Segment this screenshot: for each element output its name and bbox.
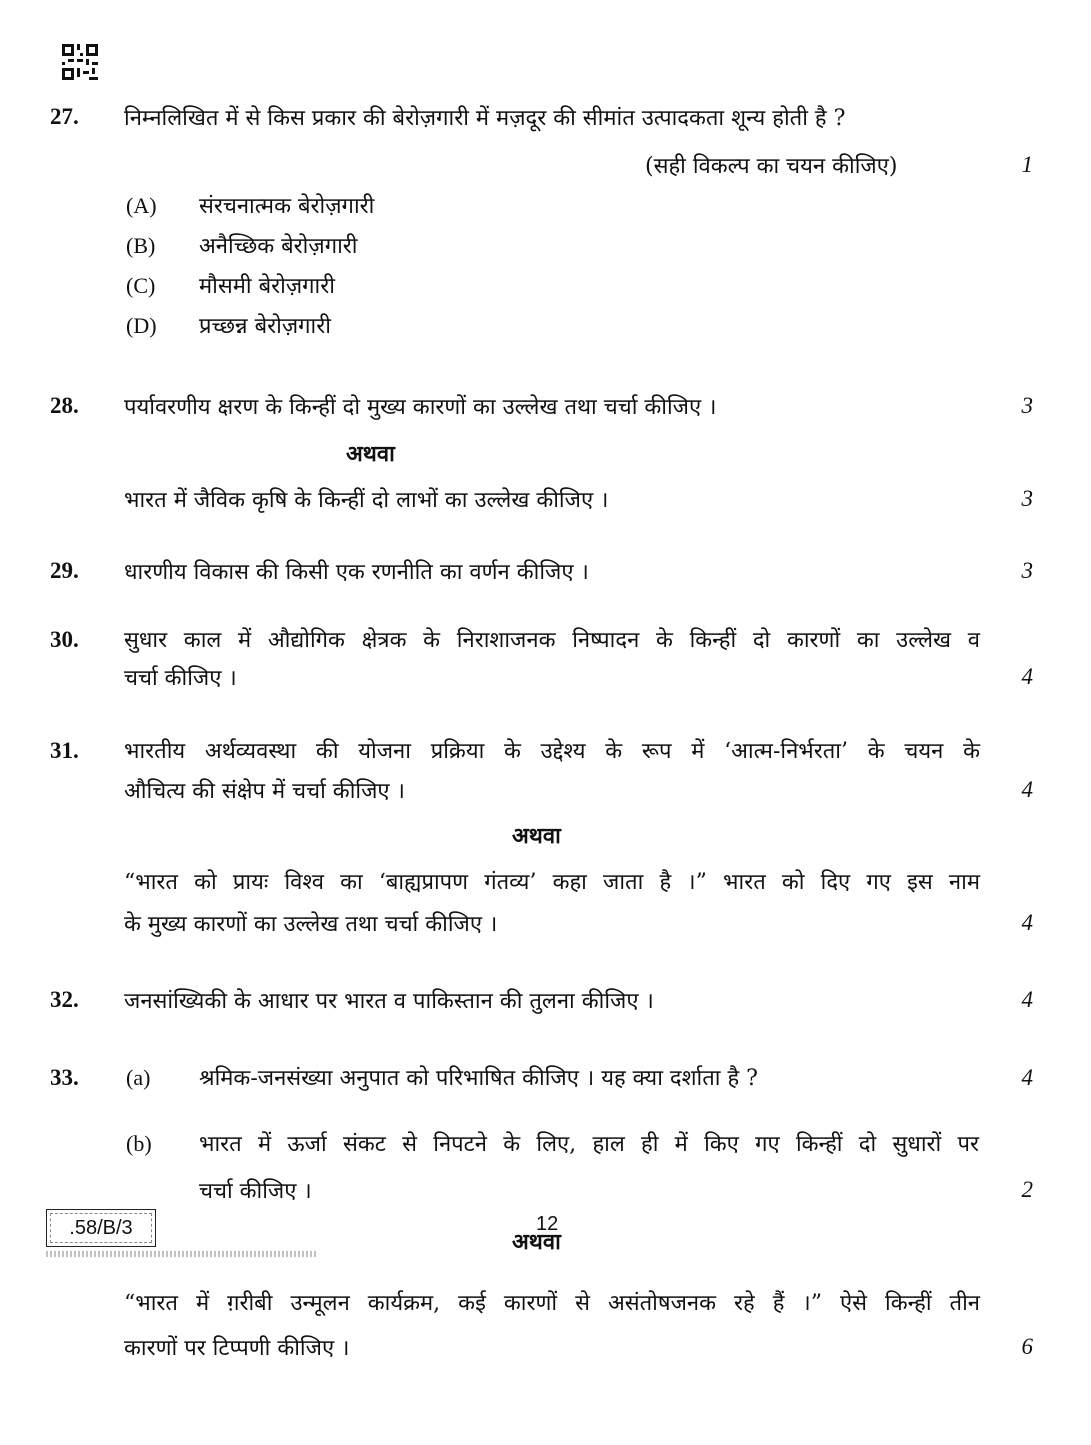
option-label-b: (B) xyxy=(126,233,156,258)
paper-code-text: .58/B/3 xyxy=(69,1217,133,1239)
marks: 1 xyxy=(1021,152,1033,177)
alternative-question-line-2: के मुख्य कारणों का उल्लेख तथा चर्चा कीजिए । xyxy=(124,912,498,937)
alternative-question-line-2: कारणों पर टिप्पणी कीजिए । xyxy=(124,1336,350,1361)
question-number: 29. xyxy=(50,558,79,583)
part-b-label: (b) xyxy=(126,1131,152,1156)
option-label-a: (A) xyxy=(126,193,157,218)
question-text-line-2: चर्चा कीजिए । xyxy=(124,666,237,691)
marks: 4 xyxy=(1021,664,1033,689)
part-a-marks: 4 xyxy=(1021,1065,1033,1090)
part-b-text-line-1: भारत में ऊर्जा संकट से निपटने के लिए, हाल ही में किए गए किन्हीं दो सुधारों पर xyxy=(199,1132,979,1157)
question-text: पर्यावरणीय क्षरण के किन्हीं दो मुख्य कारणों का उल्लेख तथा चर्चा कीजिए । xyxy=(124,395,717,420)
question-text-line-1: सुधार काल में औद्योगिक क्षेत्रक के निराशाजनक निष्पादन के किन्हीं दो कारणों का उल्लेख व xyxy=(124,628,980,653)
question-number: 33. xyxy=(50,1065,79,1090)
option-label-d: (D) xyxy=(126,313,157,338)
alternative-marks: 6 xyxy=(1021,1334,1033,1359)
part-b-text-line-2: चर्चा कीजिए । xyxy=(199,1179,312,1204)
question-text: निम्नलिखित में से किस प्रकार की बेरोज़गारी में मज़दूर की सीमांत उत्पादकता शून्य होती है ? xyxy=(124,106,846,131)
alternative-question-line-1: “भारत को प्रायः विश्व का ‘बाह्यप्रापण गंतव्य’ कहा जाता है ।” भारत को दिए गए इस नाम xyxy=(124,870,980,895)
option-text-b: अनैच्छिक बेरोज़गारी xyxy=(199,234,358,259)
marks: 4 xyxy=(1021,987,1033,1012)
or-label: अथवा xyxy=(346,441,395,467)
question-number: 27. xyxy=(50,104,79,129)
page-number: 12 xyxy=(536,1213,559,1235)
question-number: 30. xyxy=(50,627,79,652)
alternative-question-text: भारत में जैविक कृषि के किन्हीं दो लाभों का उल्लेख कीजिए । xyxy=(124,488,609,513)
question-number: 31. xyxy=(50,738,79,763)
alternative-question-line-1: “भारत में ग़रीबी उन्मूलन कार्यक्रम, कई कारणों से असंतोषजनक रहे हैं ।” ऐसे किन्हीं तीन xyxy=(124,1291,980,1316)
alternative-marks: 4 xyxy=(1021,910,1033,935)
marks: 3 xyxy=(1021,558,1033,583)
paper-code xyxy=(46,1209,156,1247)
option-text-a: संरचनात्मक बेरोज़गारी xyxy=(199,194,375,219)
option-label-c: (C) xyxy=(126,273,156,298)
security-microtext-line xyxy=(46,1251,316,1257)
question-text-line-1: भारतीय अर्थव्यवस्था की योजना प्रक्रिया के उद्देश्य के रूप में ‘आत्म-निर्भरता’ के चयन के xyxy=(124,739,980,764)
part-b-marks: 2 xyxy=(1021,1177,1033,1202)
part-a-label: (a) xyxy=(126,1065,151,1090)
part-a-text: श्रमिक-जनसंख्या अनुपात को परिभाषित कीजिए । यह क्या दर्शाता है ? xyxy=(199,1066,758,1091)
or-label: अथवा xyxy=(512,1229,561,1255)
alternative-marks: 3 xyxy=(1021,486,1033,511)
question-number: 32. xyxy=(50,987,79,1012)
marks: 4 xyxy=(1021,777,1033,802)
question-number: 28. xyxy=(50,393,79,418)
or-label: अथवा xyxy=(512,823,561,849)
qr-code-icon xyxy=(62,44,98,80)
question-instruction: (सही विकल्प का चयन कीजिए) xyxy=(645,154,898,179)
question-text-line-2: औचित्य की संक्षेप में चर्चा कीजिए । xyxy=(124,779,405,804)
question-text: जनसांख्यिकी के आधार पर भारत व पाकिस्तान की तुलना कीजिए । xyxy=(124,989,654,1014)
marks: 3 xyxy=(1021,393,1033,418)
question-text: धारणीय विकास की किसी एक रणनीति का वर्णन कीजिए । xyxy=(124,560,589,585)
option-text-d: प्रच्छन्न बेरोज़गारी xyxy=(199,314,331,339)
option-text-c: मौसमी बेरोज़गारी xyxy=(199,274,335,299)
